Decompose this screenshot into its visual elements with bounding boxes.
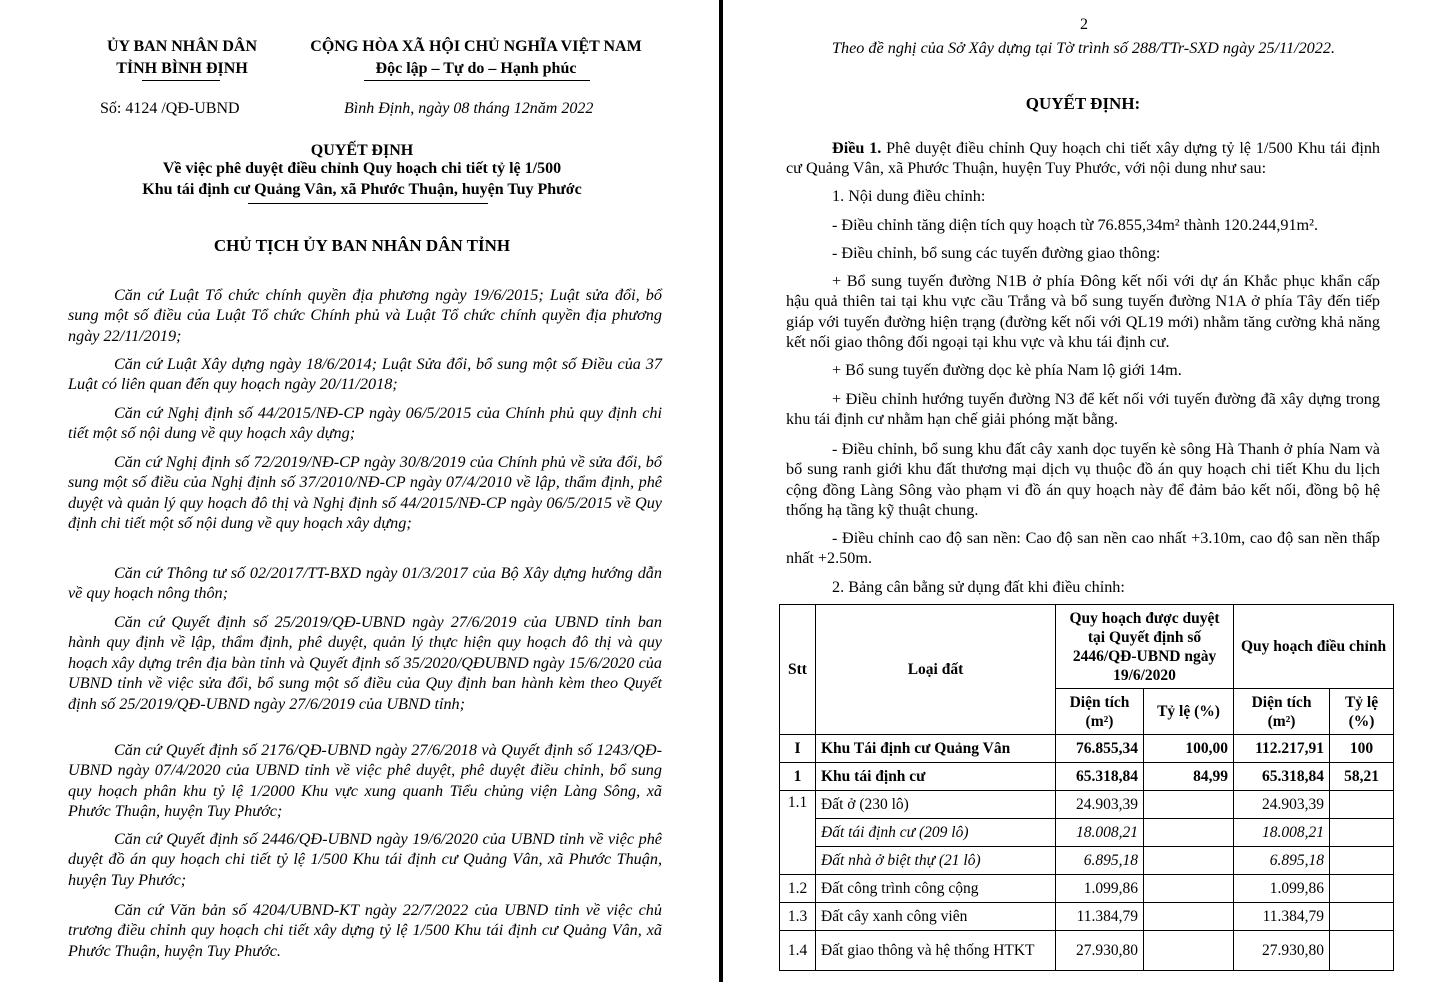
page-number: 2 — [1080, 16, 1088, 33]
cell-land-type: Đất công trình công cộng — [816, 875, 1056, 903]
cell-stt: I — [780, 735, 816, 763]
legal-basis-6: Căn cứ Quyết định số 25/2019/QĐ-UBND ngày 27/6/2019 của UBND tỉnh ban hành quy định về lập, thẩm định, phê duyệt, quản lý thực hiện quy hoạch đô thị và quy hoạch xây dựng trên địa bàn tỉnh và Quyết định số 35/2020/QĐUBND ngày 15/6/2020 của UBND tỉnh về việc sửa đổi, bổ sung một số điều của Quy định ban hành kèm theo Quyết định số 25/2019/QĐ-UBND ngày 27/6/2019 của UBND tỉnh; — [68, 613, 662, 713]
legal-basis-8: Căn cứ Quyết định số 2446/QĐ-UBND ngày 19/6/2020 của UBND tỉnh về việc phê duyệt đồ án quy hoạch chi tiết tỷ lệ 1/500 Khu tái định cư Quảng Vân, xã Phước Thuận, huyện Tuy Phước; — [68, 830, 662, 889]
column-group-adjusted-plan: Quy hoạch điều chỉnh — [1234, 605, 1394, 689]
cell-area-adjusted: 112.217,91 — [1234, 735, 1330, 763]
legal-basis-2: Căn cứ Luật Xây dựng ngày 18/6/2014; Luật Sửa đổi, bổ sung một số Điều của 37 Luật có liên quan đến quy hoạch ngày 20/11/2018; — [68, 355, 662, 394]
cell-area-approved: 24.903,39 — [1056, 791, 1144, 819]
cell-area-approved: 1.099,86 — [1056, 875, 1144, 903]
cell-ratio-approved — [1144, 819, 1234, 847]
cell-land-type: Đất ở (230 lô) — [816, 791, 1056, 819]
cell-stt: 1.2 — [780, 875, 816, 903]
cell-ratio-adjusted — [1330, 847, 1394, 875]
cell-stt: 1.4 — [780, 931, 816, 971]
legal-basis-4: Căn cứ Nghị định số 72/2019/NĐ-CP ngày 30/8/2019 của Chính phủ về sửa đổi, bổ sung một số điều của Nghị định số 37/2010/NĐ-CP ngày 07/4/2010 về lập, thẩm định, phê duyệt và quản lý quy hoạch đô thị và Nghị định số 44/2015/NĐ-CP ngày 06/5/2015 về Quy định chi tiết một số nội dung về quy hoạch xây dựng; — [68, 453, 662, 533]
cell-ratio-adjusted — [1330, 791, 1394, 819]
cell-ratio-adjusted — [1330, 931, 1394, 971]
cell-land-type: Đất giao thông và hệ thống HTKT — [816, 931, 1056, 971]
authority-underline — [142, 80, 220, 81]
subtitle-underline — [248, 203, 488, 204]
legal-basis-9: Căn cứ Văn bản số 4204/UBND-KT ngày 22/7/2022 của UBND tỉnh về việc chủ trương điều chỉnh quy hoạch chi tiết xây dựng tỷ lệ 1/500 Khu tái định cư Quảng Vân, xã Phước Thuận, huyện Tuy Phước. — [68, 901, 662, 960]
column-header-area-approved: Diện tích (m²) — [1056, 689, 1144, 735]
cell-area-adjusted: 11.384,79 — [1234, 903, 1330, 931]
decision-heading: QUYẾT ĐỊNH: — [1025, 94, 1141, 113]
legal-basis-7: Căn cứ Quyết định số 2176/QĐ-UBND ngày 27/6/2018 và Quyết định số 1243/QĐ-UBND ngày 07/4/2020 của UBND tỉnh về việc phê duyệt, phê duyệt điều chỉnh, bổ sung quy hoạch phân khu tỷ lệ 1/2000 Khu vực xung quanh Tiểu chủng viện Làng Sông, xã Phước Thuận, huyện Tuy Phước; — [68, 741, 662, 821]
cell-area-approved: 11.384,79 — [1056, 903, 1144, 931]
authority-heading: CHỦ TỊCH ỦY BAN NHÂN DÂN TỈNH — [213, 236, 511, 255]
column-header-ratio-approved: Tỷ lệ (%) — [1144, 689, 1234, 735]
cell-area-approved: 65.318,84 — [1056, 763, 1144, 791]
decision-subtitle-line2: Khu tái định cư Quảng Vân, xã Phước Thuận, huyện Tuy Phước — [142, 181, 582, 198]
cell-land-type: Đất nhà ở biệt thự (21 lô) — [816, 847, 1056, 875]
motto-underline — [364, 80, 590, 81]
cell-ratio-approved: 100,00 — [1144, 735, 1234, 763]
cell-ratio-adjusted: 100 — [1330, 735, 1394, 763]
cell-stt: 1 — [780, 763, 816, 791]
adjustment-item-7: - Điều chỉnh cao độ san nền: Cao độ san nền cao nhất +3.10m, cao độ san nền thấp nhất +2.50m. — [786, 529, 1380, 568]
cell-area-adjusted: 18.008,21 — [1234, 819, 1330, 847]
cell-area-adjusted: 24.903,39 — [1234, 791, 1330, 819]
table-row — [780, 931, 1394, 971]
legal-basis-5: Căn cứ Thông tư số 02/2017/TT-BXD ngày 01/3/2017 của Bộ Xây dựng hướng dẫn về quy hoạch nông thôn; — [68, 564, 662, 603]
adjustment-item-6: - Điều chỉnh, bổ sung khu đất cây xanh dọc tuyến kè sông Hà Thanh ở phía Nam và bổ sung ranh giới khu đất thương mại dịch vụ thuộc đồ án quy hoạch chi tiết Khu du lịch cộng đồng Làng Sông vào phạm vi đồ án quy hoạch này để đảm bảo kết nối, đồng bộ hệ thống hạ tầng kỹ thuật chung. — [786, 440, 1380, 520]
adjustment-item-2: - Điều chỉnh, bổ sung các tuyến đường giao thông: — [832, 244, 1161, 262]
cell-ratio-adjusted: 58,21 — [1330, 763, 1394, 791]
article-1 — [786, 138, 1380, 179]
legal-basis-3: Căn cứ Nghị định số 44/2015/NĐ-CP ngày 06/5/2015 của Chính phủ quy định chi tiết một số nội dung về quy hoạch xây dựng; — [68, 404, 662, 443]
adjustment-item-5: + Điều chỉnh hướng tuyến đường N3 để kết nối với tuyến đường đã xây dựng trong khu tái định cư nhằm hạn chế giải phóng mặt bằng. — [786, 390, 1380, 429]
place-and-date: Bình Định, ngày 08 tháng 12năm 2022 — [344, 100, 594, 117]
cell-area-adjusted: 6.895,18 — [1234, 847, 1330, 875]
cell-ratio-adjusted — [1330, 903, 1394, 931]
document-page-2 — [724, 0, 1432, 982]
column-header-ratio-adjusted: Tỷ lệ (%) — [1330, 689, 1394, 735]
column-group-approved-plan: Quy hoạch được duyệt tại Quyết định số 2446/QĐ-UBND ngày 19/6/2020 — [1056, 605, 1234, 689]
cell-area-adjusted: 65.318,84 — [1234, 763, 1330, 791]
cell-area-approved: 6.895,18 — [1056, 847, 1144, 875]
table-row — [780, 847, 1394, 875]
table-row — [780, 819, 1394, 847]
cell-ratio-approved: 84,99 — [1144, 763, 1234, 791]
issuing-authority-line2: TỈNH BÌNH ĐỊNH — [116, 60, 248, 77]
cell-ratio-approved — [1144, 903, 1234, 931]
national-motto: Độc lập – Tự do – Hạnh phúc — [375, 60, 577, 77]
section-2-heading: 2. Bảng cân bằng sử dụng đất khi điều chỉnh: — [832, 578, 1125, 596]
cell-ratio-approved — [1144, 931, 1234, 971]
cell-ratio-approved — [1144, 875, 1234, 903]
proposal-intro: Theo đề nghị của Sở Xây dựng tại Tờ trình số 288/TTr-SXD ngày 25/11/2022. — [832, 39, 1336, 57]
column-header-area-adjusted: Diện tích (m²) — [1234, 689, 1330, 735]
cell-area-adjusted: 1.099,86 — [1234, 875, 1330, 903]
cell-land-type: Khu Tái định cư Quảng Vân — [816, 735, 1056, 763]
cell-area-approved: 27.930,80 — [1056, 931, 1144, 971]
national-title: CỘNG HÒA XÃ HỘI CHỦ NGHĨA VIỆT NAM — [310, 38, 642, 55]
cell-land-type: Đất cây xanh công viên — [816, 903, 1056, 931]
article-1-label: Điều 1. — [832, 139, 882, 157]
cell-area-approved: 76.855,34 — [1056, 735, 1144, 763]
cell-ratio-adjusted — [1330, 875, 1394, 903]
section-1-heading: 1. Nội dung điều chỉnh: — [832, 187, 986, 205]
decision-subtitle-line1: Về việc phê duyệt điều chỉnh Quy hoạch chi tiết tỷ lệ 1/500 — [162, 160, 562, 177]
decision-title: QUYẾT ĐỊNH — [310, 142, 414, 159]
issuing-authority-line1: ỦY BAN NHÂN DÂN — [106, 38, 258, 55]
cell-land-type: Khu tái định cư — [816, 763, 1056, 791]
adjustment-item-4: + Bổ sung tuyến đường dọc kè phía Nam lộ giới 14m. — [832, 361, 1182, 379]
cell-ratio-approved — [1144, 791, 1234, 819]
table-row — [780, 735, 1394, 763]
table-row — [780, 791, 1394, 819]
cell-stt: 1.1 — [780, 791, 816, 875]
article-1-text: Phê duyệt điều chỉnh Quy hoạch chi tiết xây dựng tỷ lệ 1/500 Khu tái định cư Quảng Vân, xã Phước Thuận, huyện Tuy Phước, với nội dung như sau: — [786, 139, 1381, 178]
cell-ratio-approved — [1144, 847, 1234, 875]
cell-area-adjusted: 27.930,80 — [1234, 931, 1330, 971]
column-header-stt: Stt — [780, 605, 816, 735]
document-number: Số: 4124 /QĐ-UBND — [100, 100, 240, 117]
cell-ratio-adjusted — [1330, 819, 1394, 847]
table-row — [780, 763, 1394, 791]
legal-basis-1: Căn cứ Luật Tổ chức chính quyền địa phương ngày 19/6/2015; Luật sửa đổi, bổ sung một số điều của Luật Tổ chức Chính phủ và Luật Tổ chức chính quyền địa phương ngày 22/11/2019; — [68, 286, 662, 345]
cell-land-type: Đất tái định cư (209 lô) — [816, 819, 1056, 847]
adjustment-item-3: + Bổ sung tuyến đường N1B ở phía Đông kết nối với dự án Khắc phục khẩn cấp hậu quả thiên tai tại khu vực cầu Trắng và bổ sung tuyến đường N1A ở phía Tây đến tiếp giáp với tuyến đường hiện trạng (đường kết nối với QL19 mới) nhằm tăng cường khả năng kết nối giao thông đối ngoại tại khu vực và khu tái định cư. — [786, 272, 1380, 352]
column-header-land-type: Loại đất — [816, 605, 1056, 735]
table-row — [780, 875, 1394, 903]
page-divider — [719, 0, 723, 982]
cell-stt: 1.3 — [780, 903, 816, 931]
adjustment-item-1: - Điều chỉnh tăng diện tích quy hoạch từ 76.855,34m² thành 120.244,91m². — [832, 216, 1319, 234]
cell-area-approved: 18.008,21 — [1056, 819, 1144, 847]
land-use-balance-table — [779, 604, 1394, 971]
table-row — [780, 903, 1394, 931]
